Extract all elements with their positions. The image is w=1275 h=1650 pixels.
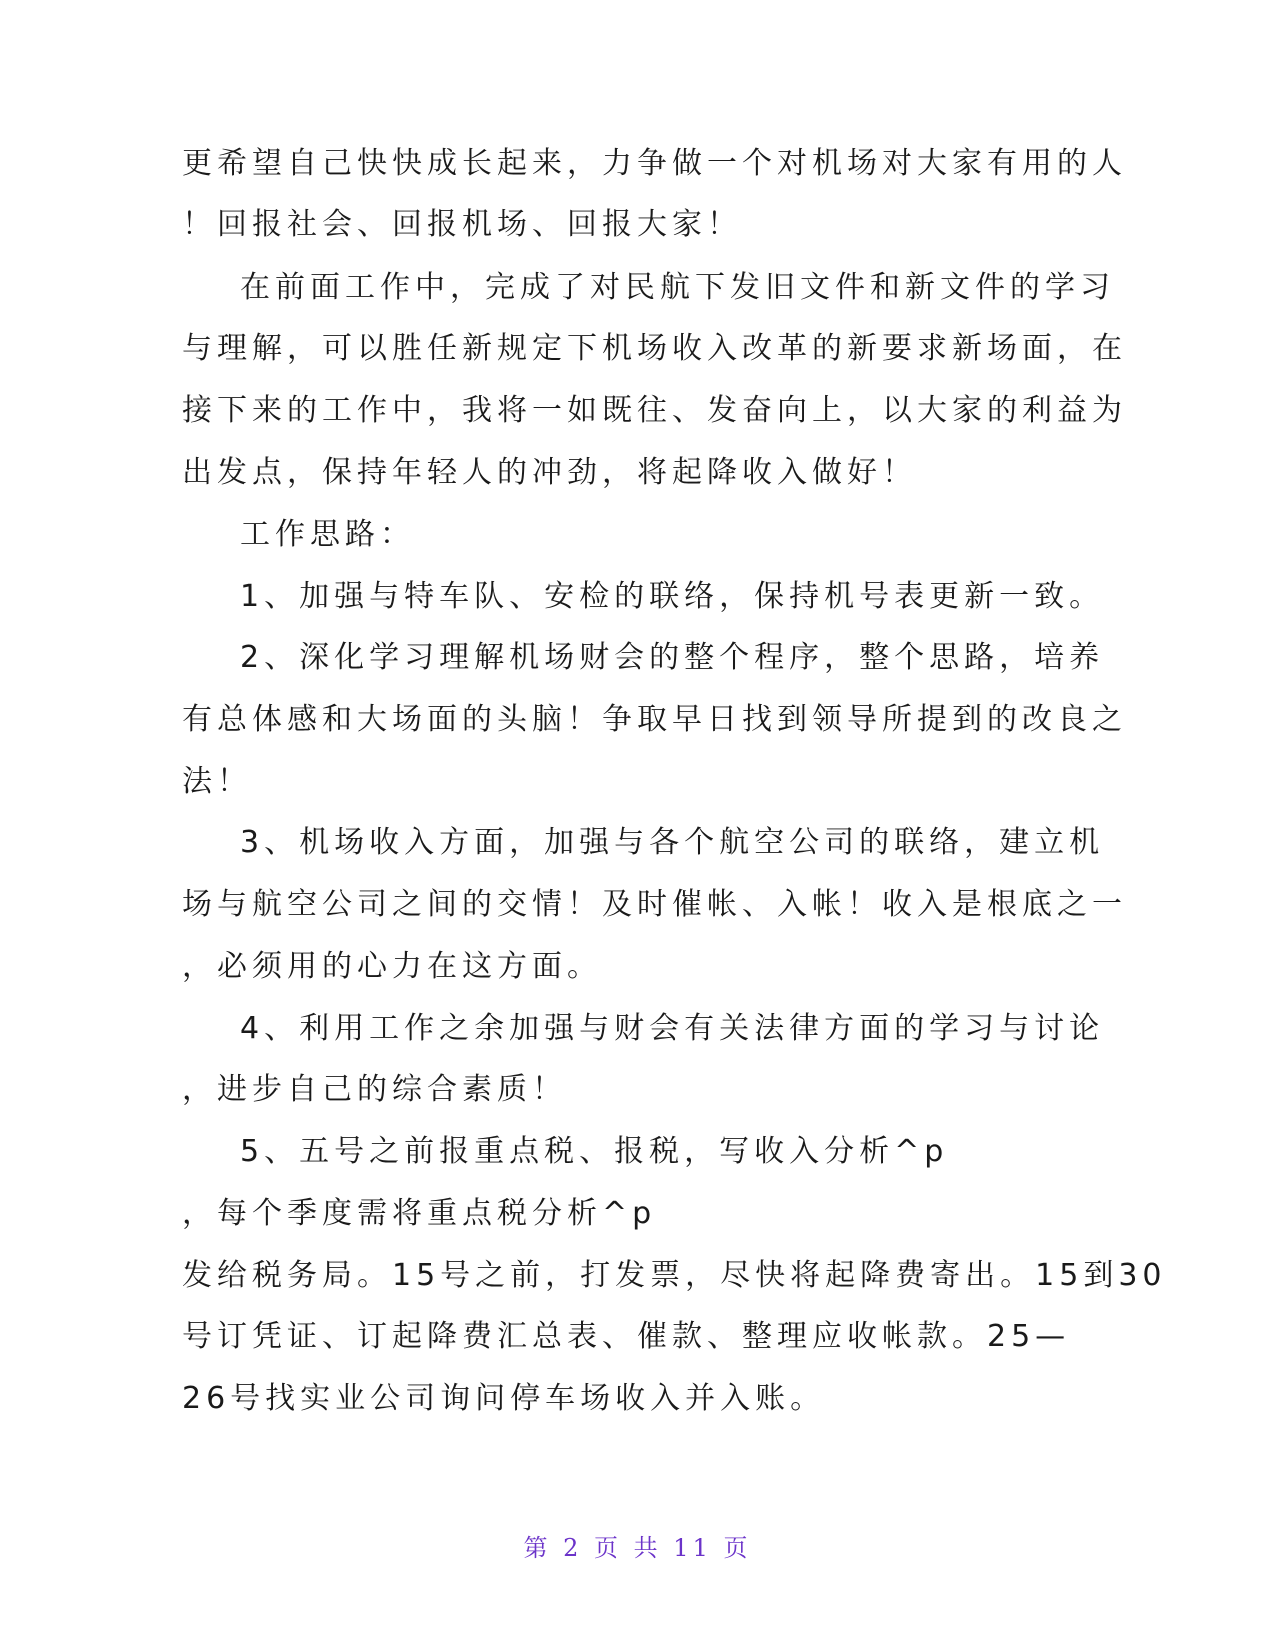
text-line: ，必须用的心力在这方面。: [182, 949, 602, 984]
text-line: 出发点，保持年轻人的冲劲，将起降收入做好！: [182, 455, 917, 490]
text-line: 场与航空公司之间的交情！及时催帐、入帐！收入是根底之一: [182, 887, 1127, 922]
page-number-footer: 第 2 页 共 11 页: [523, 1534, 752, 1562]
text-line: 接下来的工作中，我将一如既往、发奋向上，以大家的利益为: [182, 393, 1127, 428]
text-line: 更希望自己快快成长起来，力争做一个对机场对大家有用的人: [182, 146, 1127, 181]
list-item: 1、加强与特车队、安检的联络，保持机号表更新一致。: [240, 579, 1105, 614]
text-line: 号订凭证、订起降费汇总表、催款、整理应收帐款。25—: [182, 1319, 1071, 1354]
text-line: 在前面工作中，完成了对民航下发旧文件和新文件的学习: [240, 270, 1115, 305]
text-line: 法！: [182, 764, 252, 799]
text-line: 与理解，可以胜任新规定下机场收入改革的新要求新场面，在: [182, 331, 1127, 366]
list-item: 4、利用工作之余加强与财会有关法律方面的学习与讨论: [240, 1011, 1105, 1046]
text-line: 有总体感和大场面的头脑！争取早日找到领导所提到的改良之: [182, 702, 1127, 737]
text-line: ，每个季度需将重点税分析^p: [182, 1196, 657, 1231]
text-line: ！回报社会、回报机场、回报大家！: [182, 207, 742, 242]
section-heading: 工作思路：: [240, 517, 415, 552]
list-item: 5、五号之前报重点税、报税，写收入分析^p: [240, 1134, 949, 1169]
text-line: ，进步自己的综合素质！: [182, 1072, 567, 1107]
text-line: 26号找实业公司询问停车场收入并入账。: [182, 1381, 826, 1416]
list-item: 2、深化学习理解机场财会的整个程序，整个思路，培养: [240, 640, 1105, 675]
list-item: 3、机场收入方面，加强与各个航空公司的联络，建立机: [240, 825, 1105, 860]
text-line: 发给税务局。15号之前，打发票，尽快将起降费寄出。15到30: [182, 1258, 1167, 1293]
